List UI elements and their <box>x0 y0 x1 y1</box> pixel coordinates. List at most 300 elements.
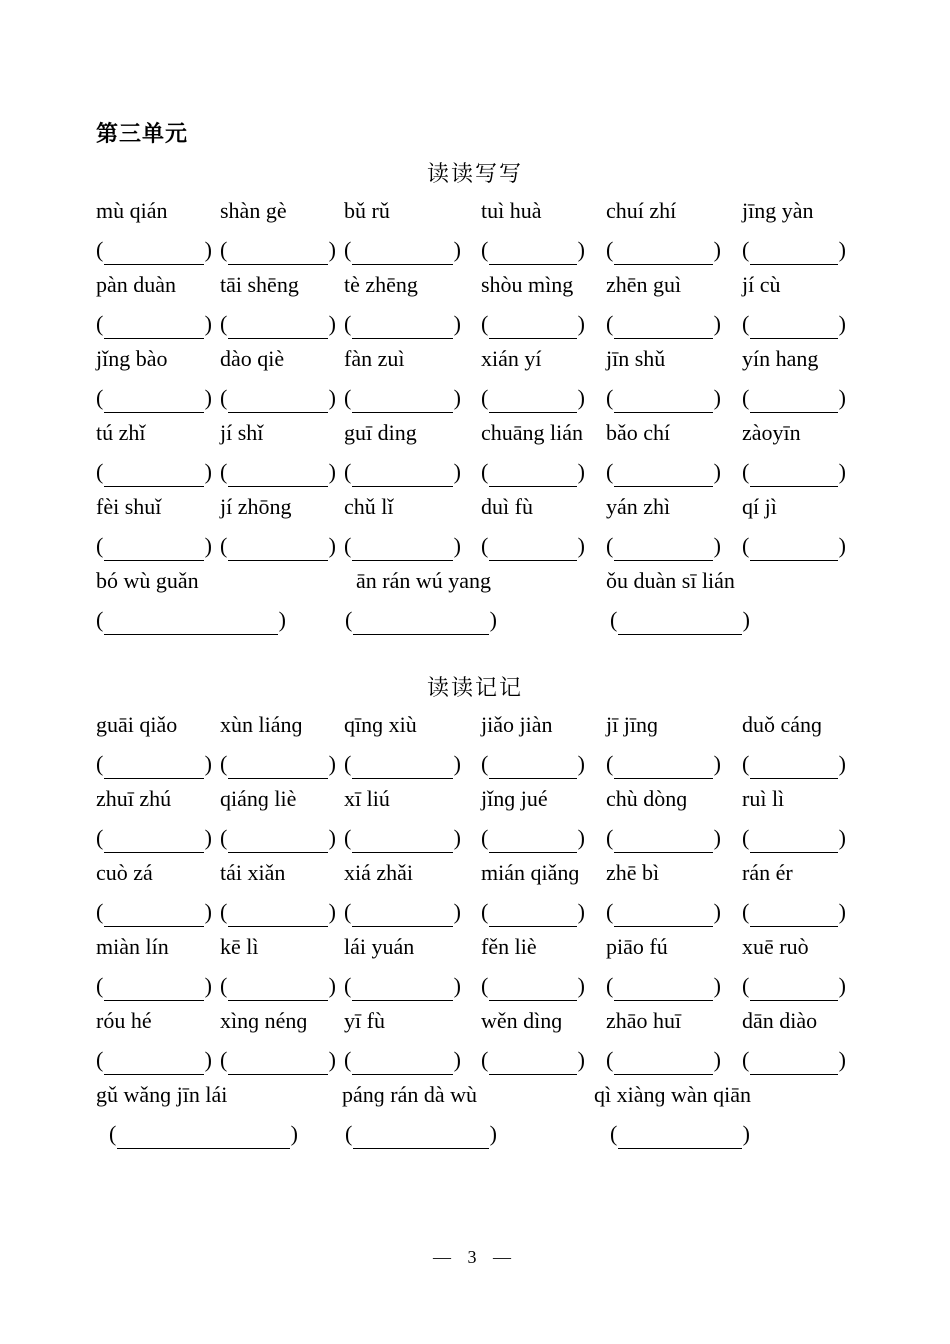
answer-blank[interactable] <box>481 311 585 339</box>
answer-blank[interactable] <box>344 237 461 265</box>
open-paren: ( <box>481 1047 489 1072</box>
answer-underline <box>489 338 577 339</box>
answer-blank[interactable] <box>742 825 846 853</box>
answer-blank[interactable] <box>220 459 336 487</box>
pinyin-word: jí zhōng <box>220 494 292 519</box>
close-paren: ) <box>328 1047 336 1072</box>
answer-blank[interactable] <box>606 533 721 561</box>
answer-underline <box>750 1000 838 1001</box>
answer-blank[interactable] <box>606 899 721 927</box>
pinyin-word: yán zhì <box>606 494 671 519</box>
answer-underline <box>104 926 204 927</box>
answer-blank[interactable] <box>96 459 212 487</box>
answer-underline <box>614 412 713 413</box>
open-paren: ( <box>220 973 228 998</box>
pinyin-word: qí jì <box>742 494 777 519</box>
pinyin-word: lái yuán <box>344 934 415 959</box>
close-paren: ) <box>577 825 585 850</box>
idiom-pinyin: qì xiànɡ wàn qiān <box>594 1082 752 1107</box>
close-paren: ) <box>577 1047 585 1072</box>
answer-underline <box>750 852 838 853</box>
idiom-pinyin: bó wù guǎn <box>96 568 199 593</box>
close-paren: ) <box>713 751 721 776</box>
answer-blank[interactable] <box>481 751 585 779</box>
answer-underline <box>228 852 328 853</box>
open-paren: ( <box>742 237 750 262</box>
answer-underline <box>104 486 204 487</box>
pinyin-word: pàn duàn <box>96 272 177 297</box>
answer-underline <box>104 560 204 561</box>
close-paren: ) <box>453 1047 461 1072</box>
answer-underline <box>352 1074 453 1075</box>
open-paren: ( <box>606 237 614 262</box>
answer-underline <box>614 778 713 779</box>
answer-blank[interactable] <box>344 973 461 1001</box>
open-paren: ( <box>742 311 750 336</box>
pinyin-row <box>0 934 950 971</box>
close-paren: ) <box>204 751 212 776</box>
close-paren: ) <box>838 973 846 998</box>
pinyin-word: kē lì <box>220 934 259 959</box>
close-paren: ) <box>577 973 585 998</box>
answer-underline <box>228 1074 328 1075</box>
answer-blank[interactable] <box>344 459 461 487</box>
close-paren: ) <box>328 533 336 558</box>
answer-underline <box>104 778 204 779</box>
section-title-read-write: 读读写写 <box>426 162 523 187</box>
pinyin-row <box>0 860 950 897</box>
open-paren: ( <box>344 237 352 262</box>
close-paren: ) <box>713 533 721 558</box>
pinyin-word: tāi shēng <box>220 272 299 297</box>
close-paren: ) <box>204 459 212 484</box>
open-paren: ( <box>220 899 228 924</box>
answer-blank[interactable] <box>344 533 461 561</box>
answer-blank[interactable] <box>220 973 336 1001</box>
close-paren: ) <box>453 533 461 558</box>
answer-blank[interactable] <box>96 1047 212 1075</box>
answer-underline <box>104 412 204 413</box>
idiom-answer-row <box>0 1119 950 1156</box>
answer-underline <box>750 412 838 413</box>
close-paren: ) <box>489 1121 497 1146</box>
pinyin-word: chǔ lǐ <box>344 494 394 519</box>
pinyin-word: tè zhēng <box>344 272 418 297</box>
close-paren: ) <box>328 459 336 484</box>
answer-underline <box>352 412 453 413</box>
answer-blank[interactable] <box>220 899 336 927</box>
answer-row <box>0 383 950 420</box>
pinyin-word: rán ér <box>742 860 793 885</box>
answer-blank[interactable] <box>606 237 721 265</box>
answer-underline <box>489 264 577 265</box>
idiom-answer-blank[interactable] <box>345 1121 497 1149</box>
open-paren: ( <box>606 751 614 776</box>
open-paren: ( <box>96 459 104 484</box>
close-paren: ) <box>713 899 721 924</box>
close-paren: ) <box>204 533 212 558</box>
answer-underline <box>104 1074 204 1075</box>
answer-underline <box>750 926 838 927</box>
close-paren: ) <box>838 899 846 924</box>
pinyin-word: tái xiǎn <box>220 860 286 885</box>
pinyin-row <box>0 420 950 457</box>
answer-underline <box>228 926 328 927</box>
pinyin-word: jí cù <box>742 272 781 297</box>
pinyin-word: dào qiè <box>220 346 285 371</box>
answer-blank[interactable] <box>742 751 846 779</box>
answer-underline <box>750 338 838 339</box>
answer-blank[interactable] <box>606 1047 721 1075</box>
pinyin-row <box>0 198 950 235</box>
answer-blank[interactable] <box>742 973 846 1001</box>
answer-underline <box>489 412 577 413</box>
open-paren: ( <box>345 1121 353 1146</box>
close-paren: ) <box>838 1047 846 1072</box>
idiom-answer-blank[interactable] <box>610 607 750 635</box>
close-paren: ) <box>713 237 721 262</box>
pinyin-word: zhāo huī <box>606 1008 682 1033</box>
section-read-write <box>0 198 950 642</box>
answer-underline <box>228 338 328 339</box>
answer-underline <box>489 560 577 561</box>
pinyin-word: shòu mìng <box>481 272 574 297</box>
open-paren: ( <box>481 533 489 558</box>
close-paren: ) <box>204 385 212 410</box>
answer-underline <box>228 560 328 561</box>
close-paren: ) <box>838 237 846 262</box>
pinyin-word: zhuī zhú <box>96 786 172 811</box>
answer-row <box>0 235 950 272</box>
answer-blank[interactable] <box>481 385 585 413</box>
answer-underline <box>228 486 328 487</box>
answer-blank[interactable] <box>220 237 336 265</box>
open-paren: ( <box>606 1047 614 1072</box>
pinyin-word: zhēn guì <box>606 272 682 297</box>
open-paren: ( <box>96 899 104 924</box>
answer-underline <box>614 852 713 853</box>
open-paren: ( <box>96 533 104 558</box>
idiom-answer-blank[interactable] <box>96 607 286 635</box>
answer-row <box>0 823 950 860</box>
answer-blank[interactable] <box>742 459 846 487</box>
pinyin-word: ruì lì <box>742 786 785 811</box>
answer-blank[interactable] <box>344 751 461 779</box>
answer-underline <box>352 560 453 561</box>
close-paren: ) <box>204 825 212 850</box>
answer-underline <box>618 1148 742 1149</box>
pinyin-word: piāo fú <box>606 934 668 959</box>
answer-underline <box>489 486 577 487</box>
pinyin-word: chuí zhí <box>606 198 677 223</box>
open-paren: ( <box>220 237 228 262</box>
answer-blank[interactable] <box>96 237 212 265</box>
answer-row <box>0 749 950 786</box>
answer-underline <box>750 560 838 561</box>
answer-underline <box>614 264 713 265</box>
close-paren: ) <box>204 1047 212 1072</box>
answer-blank[interactable] <box>96 825 212 853</box>
close-paren: ) <box>328 237 336 262</box>
pinyin-word: xī liú <box>344 786 390 811</box>
answer-row <box>0 531 950 568</box>
pinyin-word: jiǎo jiàn <box>481 712 553 737</box>
answer-underline <box>353 1148 489 1149</box>
answer-blank[interactable] <box>742 385 846 413</box>
answer-blank[interactable] <box>481 1047 585 1075</box>
answer-blank[interactable] <box>606 385 721 413</box>
answer-blank[interactable] <box>344 899 461 927</box>
answer-underline <box>104 852 204 853</box>
answer-underline <box>750 1074 838 1075</box>
answer-blank[interactable] <box>742 237 846 265</box>
open-paren: ( <box>345 607 353 632</box>
close-paren: ) <box>453 751 461 776</box>
answer-row <box>0 971 950 1008</box>
close-paren: ) <box>328 825 336 850</box>
close-paren: ) <box>713 1047 721 1072</box>
answer-underline <box>750 778 838 779</box>
answer-underline <box>228 264 328 265</box>
answer-row <box>0 897 950 934</box>
pinyin-word: mián qiǎnɡ <box>481 860 580 885</box>
answer-blank[interactable] <box>344 825 461 853</box>
answer-underline <box>117 1148 290 1149</box>
answer-underline <box>614 338 713 339</box>
pinyin-word: chù dònɡ <box>606 786 688 811</box>
pinyin-word: miàn lín <box>96 934 169 959</box>
open-paren: ( <box>344 1047 352 1072</box>
answer-blank[interactable] <box>220 751 336 779</box>
open-paren: ( <box>742 899 750 924</box>
close-paren: ) <box>713 459 721 484</box>
open-paren: ( <box>96 751 104 776</box>
answer-blank[interactable] <box>606 825 721 853</box>
idiom-answer-blank[interactable] <box>345 607 497 635</box>
close-paren: ) <box>838 385 846 410</box>
open-paren: ( <box>96 311 104 336</box>
answer-blank[interactable] <box>96 385 212 413</box>
open-paren: ( <box>220 385 228 410</box>
answer-underline <box>228 412 328 413</box>
close-paren: ) <box>577 459 585 484</box>
pinyin-word: duì fù <box>481 494 533 519</box>
pinyin-word: tú zhǐ <box>96 420 146 445</box>
answer-underline <box>104 634 278 635</box>
answer-blank[interactable] <box>220 533 336 561</box>
answer-underline <box>489 778 577 779</box>
pinyin-word: xiá zhǎi <box>344 860 414 885</box>
unit-title: 第三单元 <box>96 122 189 147</box>
open-paren: ( <box>220 1047 228 1072</box>
close-paren: ) <box>577 899 585 924</box>
close-paren: ) <box>713 825 721 850</box>
answer-underline <box>353 634 489 635</box>
answer-blank[interactable] <box>606 311 721 339</box>
open-paren: ( <box>344 973 352 998</box>
answer-blank[interactable] <box>220 385 336 413</box>
answer-blank[interactable] <box>481 533 585 561</box>
close-paren: ) <box>453 385 461 410</box>
answer-blank[interactable] <box>220 825 336 853</box>
answer-underline <box>489 926 577 927</box>
section-read-remember <box>0 712 950 1156</box>
open-paren: ( <box>481 973 489 998</box>
close-paren: ) <box>577 533 585 558</box>
idiom-pinyin-row <box>0 1082 950 1119</box>
open-paren: ( <box>606 311 614 336</box>
answer-blank[interactable] <box>481 899 585 927</box>
pinyin-word: dān diào <box>742 1008 818 1033</box>
answer-blank[interactable] <box>220 1047 336 1075</box>
answer-blank[interactable] <box>344 385 461 413</box>
pinyin-word: yī fù <box>344 1008 385 1033</box>
close-paren: ) <box>838 459 846 484</box>
open-paren: ( <box>610 607 618 632</box>
answer-underline <box>489 1074 577 1075</box>
answer-blank[interactable] <box>481 973 585 1001</box>
pinyin-word: chuāng lián <box>481 420 584 445</box>
pinyin-word: jīng yàn <box>742 198 814 223</box>
answer-blank[interactable] <box>96 533 212 561</box>
close-paren: ) <box>204 973 212 998</box>
close-paren: ) <box>577 237 585 262</box>
open-paren: ( <box>344 899 352 924</box>
answer-blank[interactable] <box>344 311 461 339</box>
pinyin-word: mù qián <box>96 198 168 223</box>
open-paren: ( <box>96 607 104 632</box>
open-paren: ( <box>742 385 750 410</box>
open-paren: ( <box>344 533 352 558</box>
answer-underline <box>618 634 742 635</box>
open-paren: ( <box>220 459 228 484</box>
answer-blank[interactable] <box>220 311 336 339</box>
close-paren: ) <box>453 825 461 850</box>
section-title-read-remember: 读读记记 <box>426 676 523 701</box>
pinyin-row <box>0 786 950 823</box>
close-paren: ) <box>204 237 212 262</box>
close-paren: ) <box>453 899 461 924</box>
page-number: — 3 — <box>433 1247 517 1267</box>
pinyin-word: bǎo chí <box>606 420 671 445</box>
close-paren: ) <box>577 311 585 336</box>
open-paren: ( <box>481 237 489 262</box>
open-paren: ( <box>742 751 750 776</box>
answer-underline <box>352 486 453 487</box>
pinyin-row <box>0 712 950 749</box>
open-paren: ( <box>344 311 352 336</box>
close-paren: ) <box>328 311 336 336</box>
open-paren: ( <box>344 385 352 410</box>
answer-blank[interactable] <box>606 459 721 487</box>
pinyin-word: fàn zuì <box>344 346 405 371</box>
answer-underline <box>614 1074 713 1075</box>
open-paren: ( <box>96 237 104 262</box>
open-paren: ( <box>220 751 228 776</box>
pinyin-row <box>0 494 950 531</box>
pinyin-word: yín hang <box>742 346 819 371</box>
pinyin-word: jí shǐ <box>220 420 264 445</box>
pinyin-word: guī ding <box>344 420 417 445</box>
close-paren: ) <box>204 311 212 336</box>
pinyin-word: xùn liánɡ <box>220 712 303 737</box>
open-paren: ( <box>742 825 750 850</box>
open-paren: ( <box>96 1047 104 1072</box>
close-paren: ) <box>577 385 585 410</box>
answer-blank[interactable] <box>606 751 721 779</box>
pinyin-word: tuì huà <box>481 198 542 223</box>
open-paren: ( <box>606 973 614 998</box>
close-paren: ) <box>838 751 846 776</box>
answer-blank[interactable] <box>96 751 212 779</box>
pinyin-word: jī jīnɡ <box>606 712 658 737</box>
pinyin-row <box>0 346 950 383</box>
answer-blank[interactable] <box>481 825 585 853</box>
pinyin-word: qīnɡ xiù <box>344 712 417 737</box>
pinyin-word: zhē bì <box>606 860 660 885</box>
idiom-answer-blank[interactable] <box>109 1121 298 1149</box>
open-paren: ( <box>606 825 614 850</box>
open-paren: ( <box>610 1121 618 1146</box>
pinyin-word: duǒ cánɡ <box>742 712 823 737</box>
open-paren: ( <box>481 825 489 850</box>
answer-blank[interactable] <box>96 899 212 927</box>
answer-underline <box>614 926 713 927</box>
close-paren: ) <box>290 1121 298 1146</box>
answer-underline <box>104 264 204 265</box>
open-paren: ( <box>96 825 104 850</box>
pinyin-word: fěn liè <box>481 934 537 959</box>
open-paren: ( <box>742 973 750 998</box>
answer-blank[interactable] <box>96 311 212 339</box>
open-paren: ( <box>220 311 228 336</box>
idiom-pinyin: pánɡ rán dà wù <box>342 1082 478 1107</box>
answer-underline <box>352 338 453 339</box>
answer-underline <box>352 926 453 927</box>
open-paren: ( <box>481 459 489 484</box>
answer-blank[interactable] <box>742 533 846 561</box>
open-paren: ( <box>606 533 614 558</box>
answer-underline <box>352 852 453 853</box>
answer-blank[interactable] <box>742 311 846 339</box>
pinyin-word: bǔ rǔ <box>344 198 390 223</box>
close-paren: ) <box>838 533 846 558</box>
answer-blank[interactable] <box>481 237 585 265</box>
answer-blank[interactable] <box>606 973 721 1001</box>
answer-blank[interactable] <box>742 899 846 927</box>
close-paren: ) <box>713 311 721 336</box>
pinyin-word: róu hé <box>96 1008 152 1033</box>
open-paren: ( <box>481 385 489 410</box>
open-paren: ( <box>220 825 228 850</box>
answer-blank[interactable] <box>742 1047 846 1075</box>
open-paren: ( <box>742 459 750 484</box>
answer-underline <box>614 560 713 561</box>
answer-blank[interactable] <box>96 973 212 1001</box>
answer-blank[interactable] <box>344 1047 461 1075</box>
pinyin-word: wěn dìnɡ <box>481 1008 563 1033</box>
idiom-answer-blank[interactable] <box>610 1121 750 1149</box>
answer-row <box>0 309 950 346</box>
close-paren: ) <box>453 973 461 998</box>
answer-blank[interactable] <box>481 459 585 487</box>
pinyin-word: fèi shuǐ <box>96 494 162 519</box>
idiom-pinyin: ān rán wú yang <box>356 568 492 593</box>
open-paren: ( <box>220 533 228 558</box>
open-paren: ( <box>742 1047 750 1072</box>
pinyin-word: cuò zá <box>96 860 153 885</box>
open-paren: ( <box>481 311 489 336</box>
